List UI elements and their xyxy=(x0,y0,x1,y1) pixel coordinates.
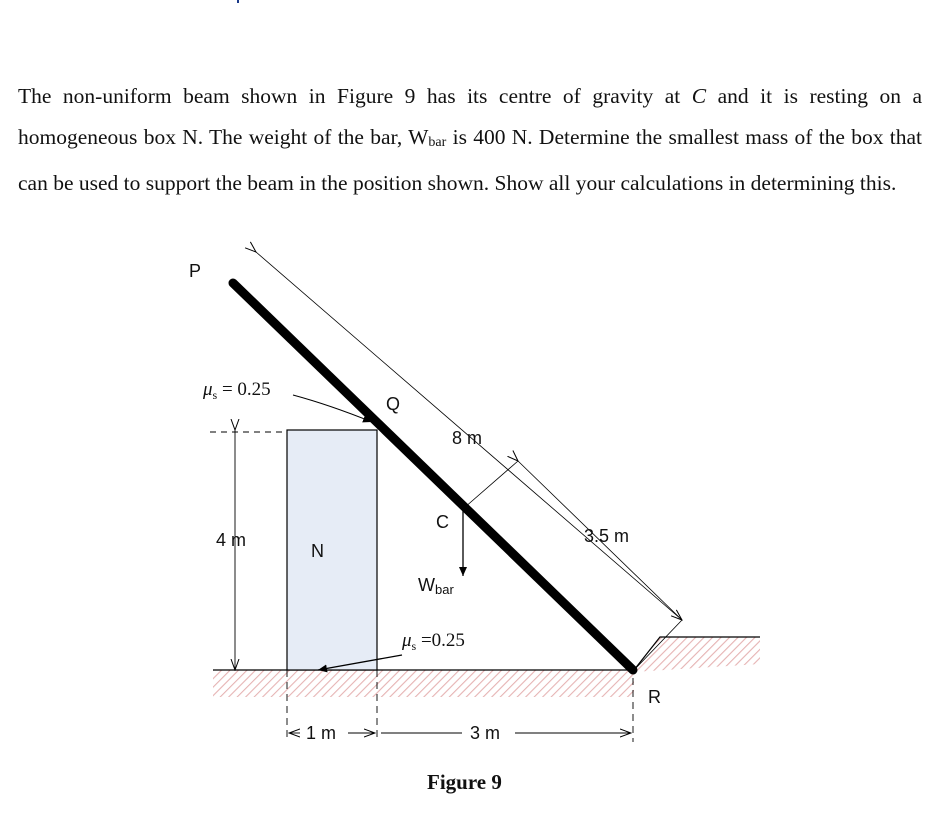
mu-bottom-sub: s xyxy=(411,639,417,653)
dim-8m-label: 8 m xyxy=(452,428,483,448)
label-q: Q xyxy=(386,394,401,414)
dim-3m-label: 3 m xyxy=(470,723,501,743)
label-n: N xyxy=(311,541,324,561)
label-c: C xyxy=(436,512,449,532)
wbar-label xyxy=(418,575,454,597)
dim-1m-label: 1 m xyxy=(306,723,337,743)
problem-line2: is 400 N. Determine the smallest mass of the box that can be used to support the beam in the position shown. Show all your calculations in determining this. xyxy=(18,125,923,195)
right-ground-hatch xyxy=(634,637,760,672)
mu-bottom-symbol: μ xyxy=(402,630,412,651)
mu-top xyxy=(202,379,271,402)
c-symbol: C xyxy=(691,84,707,108)
dim-4m-label: 4 m xyxy=(216,530,247,550)
problem-line1b: and it is resting on a homogeneous box N. The weight of the bar, W xyxy=(18,84,923,149)
ground-hatch xyxy=(213,670,634,697)
mu-bottom xyxy=(401,630,465,653)
wbar-main: W xyxy=(418,575,435,595)
mu-top-symbol: μ xyxy=(203,379,213,400)
box-n xyxy=(287,430,377,670)
ext-c xyxy=(464,461,518,508)
label-p: P xyxy=(189,261,202,281)
w-sub: bar xyxy=(428,135,447,150)
dim-3-5m-label: 3.5 m xyxy=(584,526,630,546)
label-r: R xyxy=(648,687,661,707)
mu-top-value: = 0.25 xyxy=(217,379,271,400)
mu-top-sub: s xyxy=(212,388,218,402)
mu-bottom-value: =0.25 xyxy=(416,630,465,651)
problem-line1: The non-uniform beam shown in Figure 9 has its centre of gravity at xyxy=(18,84,681,108)
figure-caption: Figure 9 xyxy=(427,770,502,794)
wbar-sub: bar xyxy=(435,582,454,597)
